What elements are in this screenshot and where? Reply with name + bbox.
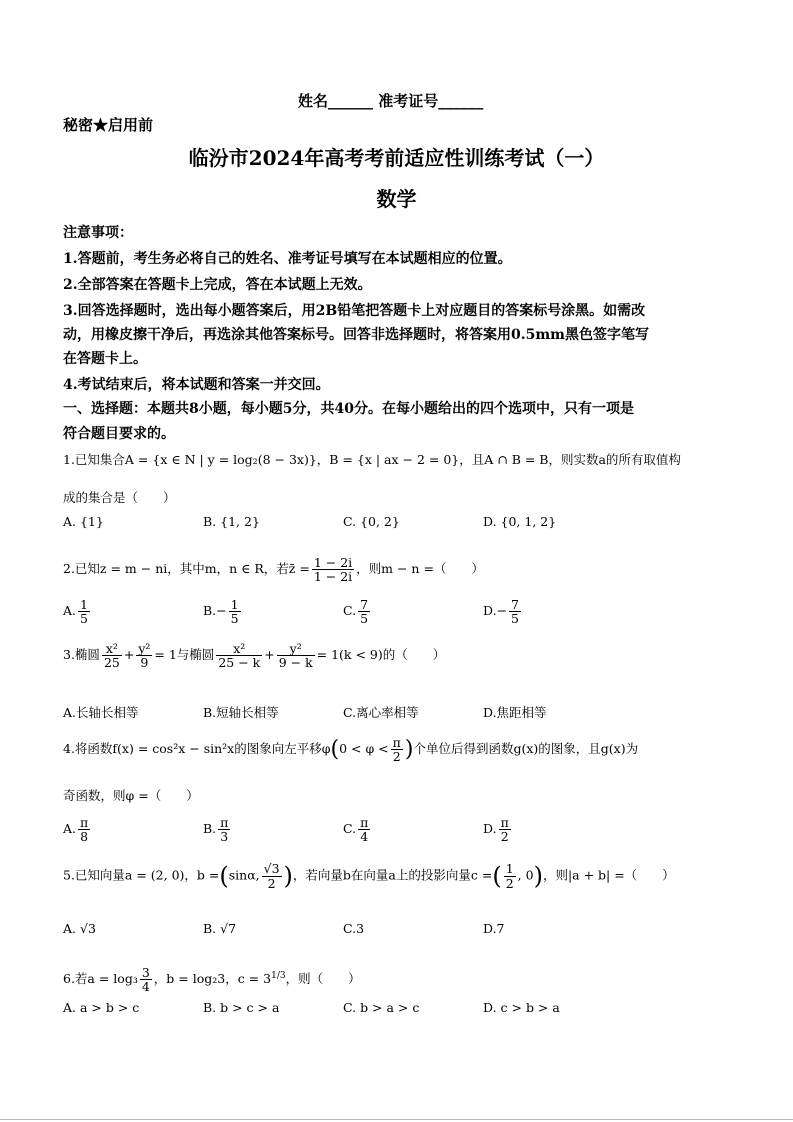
q4-option-a: A. $\frac{\pi}{8}$	[63, 815, 89, 845]
q6-option-a: A. a > b > c	[63, 1000, 140, 1015]
question-3-stem: 3.椭圆 $\frac{\text{x²}}{25}$ + $\frac{\text{y²}}{9}$ = 1与椭圆 $\frac{\text{x²}}{25 - k}$ + $\frac{\text{y²}}{9 - k}$ = 1(k < 9)的（ ）	[63, 641, 446, 671]
q2-option-c: C. $\frac{7}{5}$	[343, 597, 369, 627]
note-item-2: 2.全部答案在答题卡上完成，答在本试题上无效。	[63, 277, 372, 293]
q4-option-d: D. $\frac{\pi}{2}$	[483, 815, 509, 845]
q1-option-c: C. {0, 2}	[343, 514, 400, 529]
section-heading: 一、选择题：本题共8小题，每小题5分，共40分。在每小题给出的四个选项中，只有一项是	[63, 401, 634, 417]
q3-ellipse1-x: $\frac{\text{x²}}{25}$	[103, 641, 120, 671]
question-1-stem-cont: 成的集合是（ ）	[63, 490, 176, 505]
q6-option-c: C. b > a > c	[343, 1000, 420, 1015]
q3-ellipse2-y: $\frac{\text{y²}}{9 - k}$	[278, 641, 313, 671]
q3-option-c: C.离心率相等	[343, 705, 419, 720]
note-item-3: 3.回答选择题时，选出每小题答案后，用2B铅笔把答题卡上对应题目的答案标号涂黑。如需改	[63, 303, 646, 319]
note-item-1: 1.答题前，考生务必将自己的姓名、准考证号填写在本试题相应的位置。	[63, 251, 512, 267]
q1-option-d: D. {0, 1, 2}	[483, 514, 557, 529]
q1-option-a: A. {1}	[63, 514, 104, 529]
section-heading-cont: 符合题目要求的。	[63, 426, 175, 442]
q3-option-d: D.焦距相等	[483, 705, 547, 720]
question-5-stem: 5.已知向量a = (2, 0)，b =(sinα, $\frac{√3}{2}$ )，若向量b在向量a上的投影向量c =( $\frac{1}{2}$ , 0)，则|a + b| =（ ）	[63, 861, 675, 891]
q3-option-a: A.长轴长相等	[63, 705, 139, 720]
note-item-4: 4.考试结束后，将本试题和答案一并交回。	[63, 377, 330, 393]
q5-option-d: D.7	[483, 921, 505, 936]
notes-heading: 注意事项：	[63, 225, 133, 241]
q2-frac-num: 1 − 2i	[313, 555, 353, 570]
note-item-3-cont: 动，用橡皮擦干净后，再选涂其他答案标号。回答非选择题时，将答案用0.5mm黑色签字笔写	[63, 327, 649, 343]
q6-option-d: D. c > b > a	[483, 1000, 560, 1015]
q2-stem-part-b: z̄ =	[288, 561, 310, 577]
q2-fraction	[312, 556, 354, 583]
question-4-stem-cont: 奇函数，则φ =（ ）	[63, 788, 199, 803]
exam-title: 临汾市2024年高考考前适应性训练考试（一）	[188, 146, 605, 170]
question-4-stem: 4.将函数f(x) = cos²x − sin²x的图象向左平移φ(0 < φ < $\frac{\pi}{2}$ )个单位后得到函数g(x)的图象，且g(x)为	[63, 735, 639, 765]
q2-frac-den: 1 − 2i	[313, 569, 353, 585]
q3-ellipse2-x: $\frac{\text{x²}}{25 - k}$	[218, 641, 261, 671]
q5-option-b: B. √7	[203, 921, 237, 936]
q2-stem-part-c: ，则m − n =（ ）	[356, 561, 484, 577]
note-item-3-cont2: 在答题卡上。	[63, 351, 147, 367]
question-6-stem: 6.若a = log₃ $\frac{3}{4}$ ，b = log₂3，$c = 3^{1/3}$，则（ ）	[63, 965, 361, 995]
q5-option-c: C.3	[343, 921, 365, 936]
q2-stem-part-a: 2.已知z = m − ni，其中m，n ∈ R，若	[63, 561, 289, 577]
candidate-info-line: 姓名______ 准考证号______	[298, 92, 484, 110]
question-2-stem	[63, 556, 484, 583]
q2-option-a: A. $\frac{1}{5}$	[63, 597, 88, 627]
q6-exponent: 1/3	[271, 970, 286, 981]
q2-option-d: D.− $\frac{7}{5}$	[483, 597, 519, 627]
q3-option-b: B.短轴长相等	[203, 705, 279, 720]
q1-option-b: B. {1, 2}	[203, 514, 260, 529]
q6-option-b: B. b > c > a	[203, 1000, 280, 1015]
q4-option-b: B. $\frac{\pi}{3}$	[203, 815, 229, 845]
confidential-mark: 秘密★启用前	[63, 116, 154, 134]
q5-option-a: A. √3	[63, 921, 96, 936]
question-1-stem: 1.已知集合A = {x ∈ N | y = log₂(8 − 3x)}，B = {x | ax − 2 = 0}，且A ∩ B = B，则实数a的所有取值构	[63, 452, 681, 467]
subject-title: 数学	[376, 187, 417, 211]
q4-option-c: C. $\frac{\pi}{4}$	[343, 815, 369, 845]
q2-option-b: B.− $\frac{1}{5}$	[203, 597, 239, 627]
page-bottom-divider	[0, 1119, 793, 1120]
q3-ellipse1-y: $\frac{\text{y²}}{9}$	[138, 641, 151, 671]
